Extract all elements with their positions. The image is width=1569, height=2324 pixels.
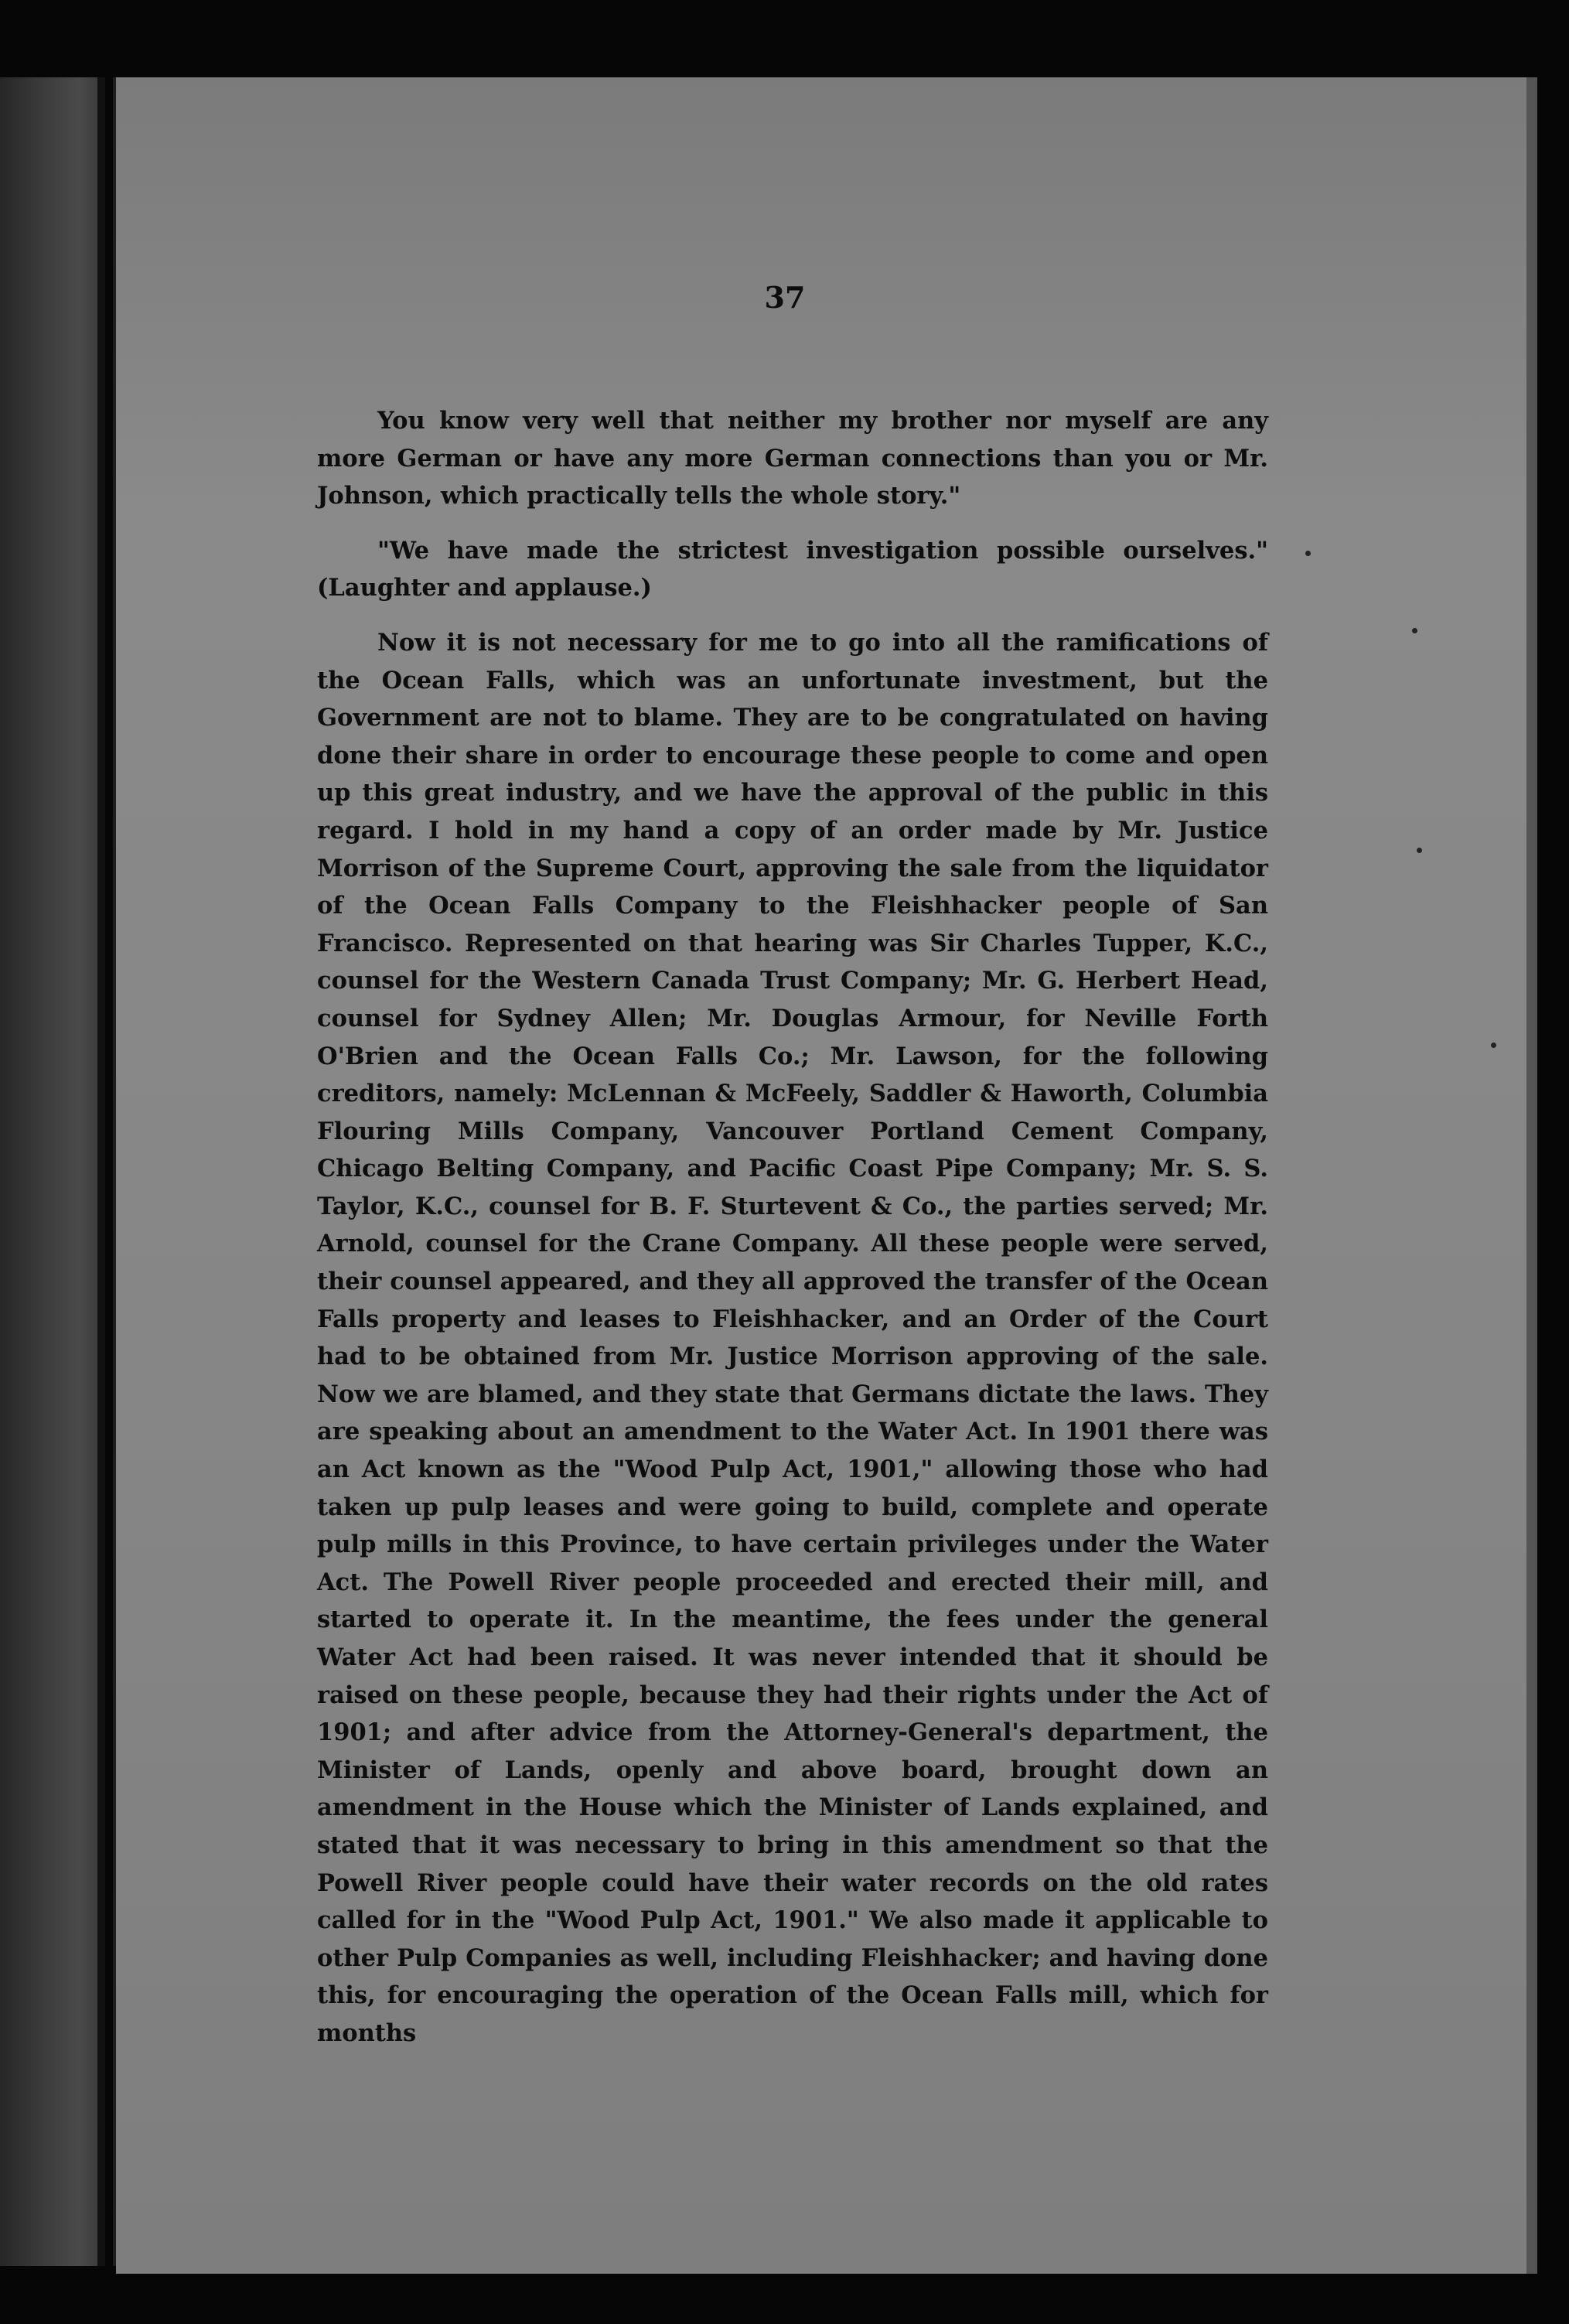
scan-speck <box>1491 1043 1496 1048</box>
paragraph-3: Now it is not necessary for me to go into all the ramifications of the Ocean Falls, which was an unfortunate investment, but the Government are not to blame. They are to be congratulated on having done their share in order to encourage these people to come and open up this great industry, and we have the approval of the public in this regard. I hold in my hand a copy of an order made by Mr. Justice Morrison of the Supreme Court, approving the sale from the liquidator of the Ocean Falls Company to the Fleishhacker people of San Francisco. Represented on that hearing was Sir Charles Tupper, K.C., counsel for the Western Canada Trust Company; Mr. G. Herbert Head, counsel for Sydney Allen; Mr. Douglas Armour, for Neville Forth O'Brien and the Ocean Falls Co.; Mr. Lawson, for the following creditors, namely: McLennan & McFeely, Saddler & Haworth, Columbia Flouring Mills Company, Vancouver Portland Cement Company, Chicago Belting Company, and Pacific Coast Pipe Company; Mr. S. S. Taylor, K.C., counsel for B. F. Sturtevent & Co., the parties served; Mr. Arnold, counsel for the Crane Company. All these people were served, their counsel appeared, and they all approved the transfer of the Ocean Falls property and leases to Fleishhacker, and an Order of the Court had to be obtained from Mr. Justice Morrison approving of the sale. Now we are blamed, and they state that Germans dictate the laws. They are speaking about an amendment to the Water Act. In 1901 there was an Act known as the "Wood Pulp Act, 1901," allowing those who had taken up pulp leases and were going to build, complete and operate pulp mills in this Province, to have certain privileges under the Water Act. The Powell River people proceeded and erected their mill, and started to operate it. In the meantime, the fees under the general Water Act had been raised. It was never intended that it should be raised on these people, because they had their rights under the Act of 1901; and after advice from the Attorney-General's department, the Minister of Lands, openly and above board, brought down an amendment in the House which the Minister of Lands explained, and stated that it was necessary to bring in this amendment so that the Powell River people could have their water records on the old rates called for in the "Wood Pulp Act, 1901." We also made it applicable to other Pulp Companies as well, including Fleishhacker; and having done this, for encouraging the operation of the Ocean Falls mill, which for months <box>317 628 1268 2047</box>
scan-speck <box>1417 848 1422 853</box>
page-number: 37 <box>764 280 806 315</box>
paragraph-1: You know very well that neither my brother nor myself are any more German or have any more German connections than you or Mr. Johnson, which practically tells the whole story." <box>317 407 1268 510</box>
left-facing-page-edge <box>0 77 99 2266</box>
scan-speck <box>1305 551 1311 556</box>
binding-gutter <box>97 77 105 2266</box>
page-right-edge <box>1526 77 1537 2274</box>
scan-speck <box>1412 628 1417 633</box>
body-text <box>317 402 1268 2070</box>
paragraph-2: "We have made the strictest investigation possible ourselves." (Laughter and applause.) <box>317 536 1268 602</box>
